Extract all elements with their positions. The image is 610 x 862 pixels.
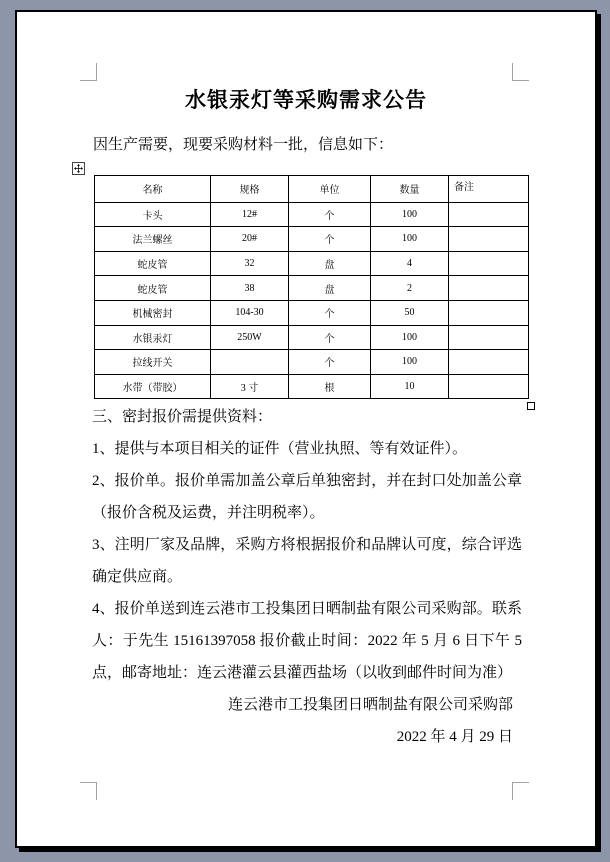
margin-crop-mark-bottom-right	[512, 782, 529, 800]
cell-qty[interactable]: 2	[371, 276, 449, 301]
cell-spec[interactable]: 20#	[211, 227, 289, 252]
margin-crop-mark-bottom-left	[80, 782, 97, 800]
cell-unit[interactable]: 个	[289, 227, 371, 252]
cell-name[interactable]: 机械密封	[95, 300, 211, 325]
cell-remark[interactable]	[449, 276, 529, 301]
cell-remark[interactable]	[449, 300, 529, 325]
cell-remark[interactable]	[449, 202, 529, 227]
cell-qty[interactable]: 10	[371, 374, 449, 399]
cell-name[interactable]: 卡头	[95, 202, 211, 227]
cell-name[interactable]: 拉线开关	[95, 350, 211, 375]
table-row	[95, 350, 529, 375]
requirement-item-2[interactable]: 2、报价单。报价单需加盖公章后单独密封，并在封口处加盖公章（报价含税及运费，并注明税率）。	[92, 473, 522, 521]
four-way-move-icon	[74, 160, 83, 178]
section-heading-sealed-quote[interactable]: 三、密封报价需提供资料：	[92, 409, 273, 425]
cell-remark[interactable]	[449, 227, 529, 252]
table-row	[95, 276, 529, 301]
cell-name[interactable]: 蛇皮管	[95, 251, 211, 276]
cell-spec[interactable]: 38	[211, 276, 289, 301]
cell-remark[interactable]	[449, 350, 529, 375]
cell-name[interactable]: 水银汞灯	[95, 325, 211, 350]
cell-remark[interactable]	[449, 251, 529, 276]
cell-name[interactable]: 水带（带胶）	[95, 374, 211, 399]
document-title[interactable]: 水银汞灯等采购需求公告	[185, 88, 427, 112]
cell-qty[interactable]: 4	[371, 251, 449, 276]
cell-unit[interactable]: 个	[289, 325, 371, 350]
table-resize-handle[interactable]	[527, 402, 535, 410]
margin-crop-mark-top-right	[512, 63, 529, 81]
requirement-item-1[interactable]: 1、提供与本项目相关的证件（营业执照、等有效证件）。	[92, 441, 468, 457]
cell-unit[interactable]: 根	[289, 374, 371, 399]
table-row	[95, 325, 529, 350]
signature-line[interactable]: 连云港市工投集团日晒制盐有限公司采购部	[227, 697, 513, 713]
table-header-row	[95, 176, 529, 203]
date-line[interactable]: 2022 年 4 月 29 日	[396, 729, 513, 745]
table-row	[95, 227, 529, 252]
cell-remark[interactable]	[449, 325, 529, 350]
cell-qty[interactable]: 100	[371, 227, 449, 252]
requirement-item-4[interactable]: 4、报价单送到连云港市工投集团日晒制盐有限公司采购部。联系人：于先生 15161397058 报价截止时间：2022 年 5 月 6 日下午 5 点，邮寄地址：连云港灌云县灌西盐场（以收到邮件时间为准）	[92, 601, 522, 681]
cell-spec[interactable]: 12#	[211, 202, 289, 227]
col-header-unit[interactable]: 单位	[289, 176, 371, 203]
cell-unit[interactable]: 个	[289, 350, 371, 375]
cell-spec[interactable]: 104-30	[211, 300, 289, 325]
cell-name[interactable]: 法兰螺丝	[95, 227, 211, 252]
cell-spec[interactable]: 32	[211, 251, 289, 276]
cell-qty[interactable]: 100	[371, 325, 449, 350]
table-row	[95, 251, 529, 276]
cell-qty[interactable]: 100	[371, 350, 449, 375]
col-header-spec[interactable]: 规格	[211, 176, 289, 203]
cell-spec[interactable]	[211, 350, 289, 375]
table-row	[95, 300, 529, 325]
table-row	[95, 202, 529, 227]
cell-spec[interactable]: 3 寸	[211, 374, 289, 399]
cell-unit[interactable]: 盘	[289, 276, 371, 301]
table-row	[95, 374, 529, 399]
col-header-remark[interactable]: 备注	[449, 176, 529, 203]
margin-crop-mark-top-left	[80, 63, 97, 81]
procurement-items-table	[94, 175, 529, 399]
cell-remark[interactable]	[449, 374, 529, 399]
cell-qty[interactable]: 100	[371, 202, 449, 227]
col-header-name[interactable]: 名称	[95, 176, 211, 203]
cell-unit[interactable]: 个	[289, 202, 371, 227]
cell-name[interactable]: 蛇皮管	[95, 276, 211, 301]
cell-unit[interactable]: 个	[289, 300, 371, 325]
intro-paragraph[interactable]: 因生产需要，现要采购材料一批，信息如下：	[93, 137, 394, 153]
cell-spec[interactable]: 250W	[211, 325, 289, 350]
requirement-item-3[interactable]: 3、注明厂家及品牌，采购方将根据报价和品牌认可度，综合评选确定供应商。	[92, 537, 522, 585]
cell-qty[interactable]: 50	[371, 300, 449, 325]
table-move-handle[interactable]	[72, 162, 85, 175]
cell-unit[interactable]: 盘	[289, 251, 371, 276]
col-header-qty[interactable]: 数量	[371, 176, 449, 203]
